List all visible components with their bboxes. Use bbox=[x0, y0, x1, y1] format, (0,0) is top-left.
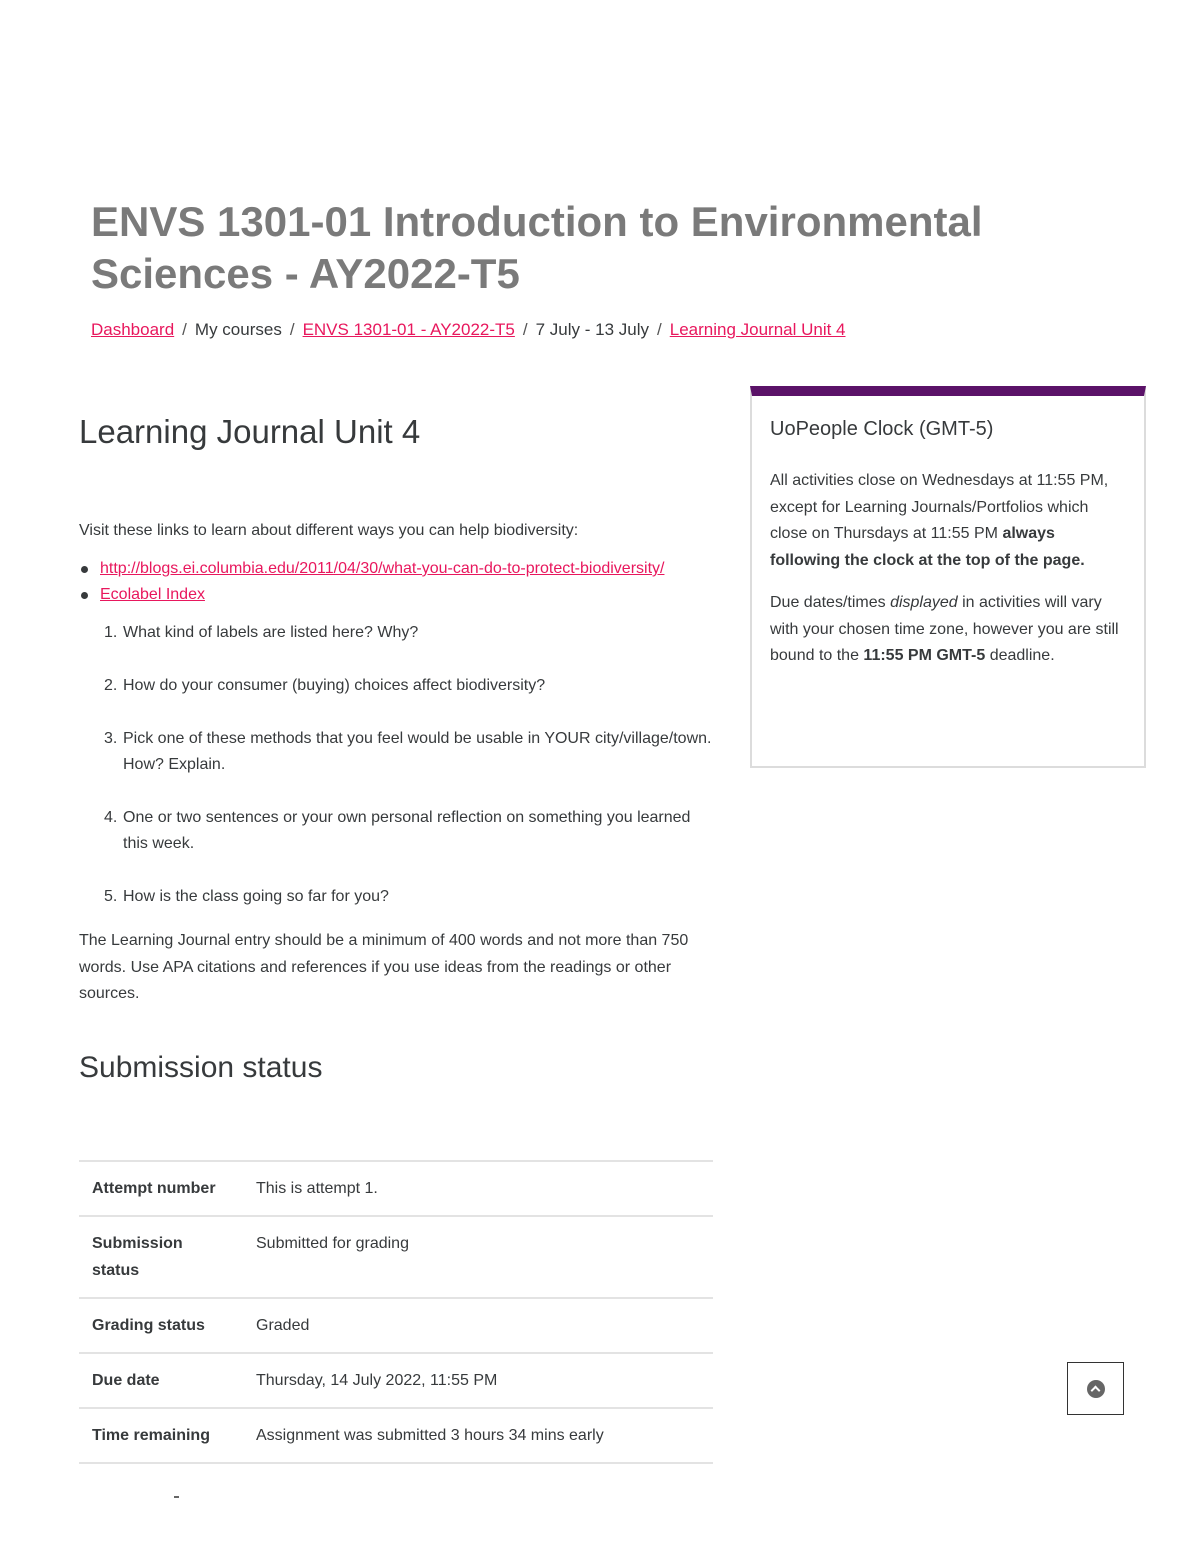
clock-title: UoPeople Clock (GMT-5) bbox=[770, 418, 994, 440]
resource-links bbox=[79, 556, 713, 608]
table-row bbox=[79, 1216, 713, 1298]
question-text: How is the class going so far for you? bbox=[123, 888, 389, 905]
row-label-submission-status: Submission status bbox=[92, 1234, 183, 1279]
breadcrumb-my-courses: My courses bbox=[194, 320, 282, 339]
question-number: 1. bbox=[104, 624, 118, 641]
timezone-text-c: deadline. bbox=[989, 647, 1055, 664]
assignment-heading: Learning Journal Unit 4 bbox=[79, 413, 421, 450]
breadcrumb-separator: / bbox=[289, 320, 295, 339]
uopeople-clock-card bbox=[750, 386, 1146, 768]
question-number: 2. bbox=[104, 677, 118, 694]
list-item bbox=[79, 582, 713, 608]
row-value-grading-status: Graded bbox=[256, 1316, 310, 1334]
list-item bbox=[79, 556, 713, 582]
submission-status-heading: Submission status bbox=[79, 1050, 323, 1084]
question-text: Pick one of these methods that you feel would be usable in YOUR city/village/town. How? Explain. bbox=[123, 730, 712, 773]
breadcrumb-week: 7 July - 13 July bbox=[535, 320, 649, 339]
table-row bbox=[79, 1161, 713, 1216]
submission-status-table bbox=[79, 1160, 713, 1464]
question-text: How do your consumer (buying) choices affect biodiversity? bbox=[123, 677, 546, 694]
breadcrumb-dashboard[interactable]: Dashboard bbox=[91, 320, 175, 339]
divider bbox=[174, 1496, 179, 1498]
timezone-deadline: 11:55 PM GMT-5 bbox=[863, 647, 986, 664]
row-label-time-remaining: Time remaining bbox=[92, 1426, 210, 1444]
journal-questions bbox=[79, 620, 713, 910]
breadcrumb-learning-journal[interactable]: Learning Journal Unit 4 bbox=[669, 320, 846, 339]
word-count-note: The Learning Journal entry should be a minimum of 400 words and not more than 750 words. Use APA citations and references if you use ideas from the readings or other sources. bbox=[79, 932, 689, 1002]
question-number: 5. bbox=[104, 888, 118, 905]
breadcrumb-course[interactable]: ENVS 1301-01 - AY2022-T5 bbox=[302, 320, 515, 339]
row-value-attempt-number: This is attempt 1. bbox=[256, 1179, 378, 1197]
question-text: What kind of labels are listed here? Why? bbox=[123, 624, 419, 641]
row-label-due-date: Due date bbox=[92, 1371, 160, 1389]
clock-closing-info bbox=[770, 468, 1126, 574]
question-item bbox=[79, 884, 713, 910]
timezone-text-b: in activities will vary with your chosen time zone, however you are still bound to the bbox=[770, 594, 1119, 664]
row-label-attempt-number: Attempt number bbox=[92, 1179, 216, 1197]
breadcrumb-separator: / bbox=[657, 320, 662, 339]
assignment-main bbox=[79, 410, 713, 1464]
timezone-text-a: Due dates/times bbox=[770, 594, 886, 611]
table-row bbox=[79, 1353, 713, 1408]
breadcrumb-separator: / bbox=[182, 320, 187, 339]
question-item bbox=[79, 673, 713, 699]
breadcrumb-separator: / bbox=[522, 320, 528, 339]
question-number: 3. bbox=[104, 730, 118, 747]
timezone-text-emphasis: displayed bbox=[890, 594, 958, 611]
question-number: 4. bbox=[104, 809, 118, 826]
course-title: ENVS 1301-01 Introduction to Environmental Sciences - AY2022-T5 bbox=[91, 198, 983, 297]
row-value-submission-status: Submitted for grading bbox=[256, 1234, 409, 1252]
table-row bbox=[79, 1298, 713, 1353]
clock-closing-text: All activities close on Wednesdays at 11:55 PM, except for Learning Journals/Portfolios which close on Thursdays at 11:55 PM bbox=[770, 472, 1109, 542]
question-text: One or two sentences or your own personal reflection on something you learned this week. bbox=[123, 809, 691, 852]
row-label-grading-status: Grading status bbox=[92, 1316, 205, 1334]
ecolabel-index-link[interactable]: Ecolabel Index bbox=[100, 586, 205, 603]
question-item bbox=[79, 805, 713, 857]
question-item bbox=[79, 726, 713, 778]
row-value-due-date: Thursday, 14 July 2022, 11:55 PM bbox=[256, 1371, 498, 1389]
table-row bbox=[79, 1408, 713, 1463]
clock-timezone-info bbox=[770, 590, 1126, 670]
columbia-blog-link[interactable]: http://blogs.ei.columbia.edu/2011/04/30/what-you-can-do-to-protect-biodiversity/ bbox=[100, 560, 665, 577]
breadcrumb bbox=[91, 319, 846, 341]
question-item bbox=[79, 620, 713, 646]
back-to-top-button[interactable] bbox=[1067, 1362, 1124, 1415]
row-value-time-remaining: Assignment was submitted 3 hours 34 mins early bbox=[256, 1426, 604, 1444]
clock-closing-emphasis: always following the clock at the top of the page. bbox=[770, 525, 1085, 569]
assignment-intro: Visit these links to learn about different ways you can help biodiversity: bbox=[79, 522, 579, 539]
chevron-up-circle-icon bbox=[1087, 1380, 1105, 1398]
